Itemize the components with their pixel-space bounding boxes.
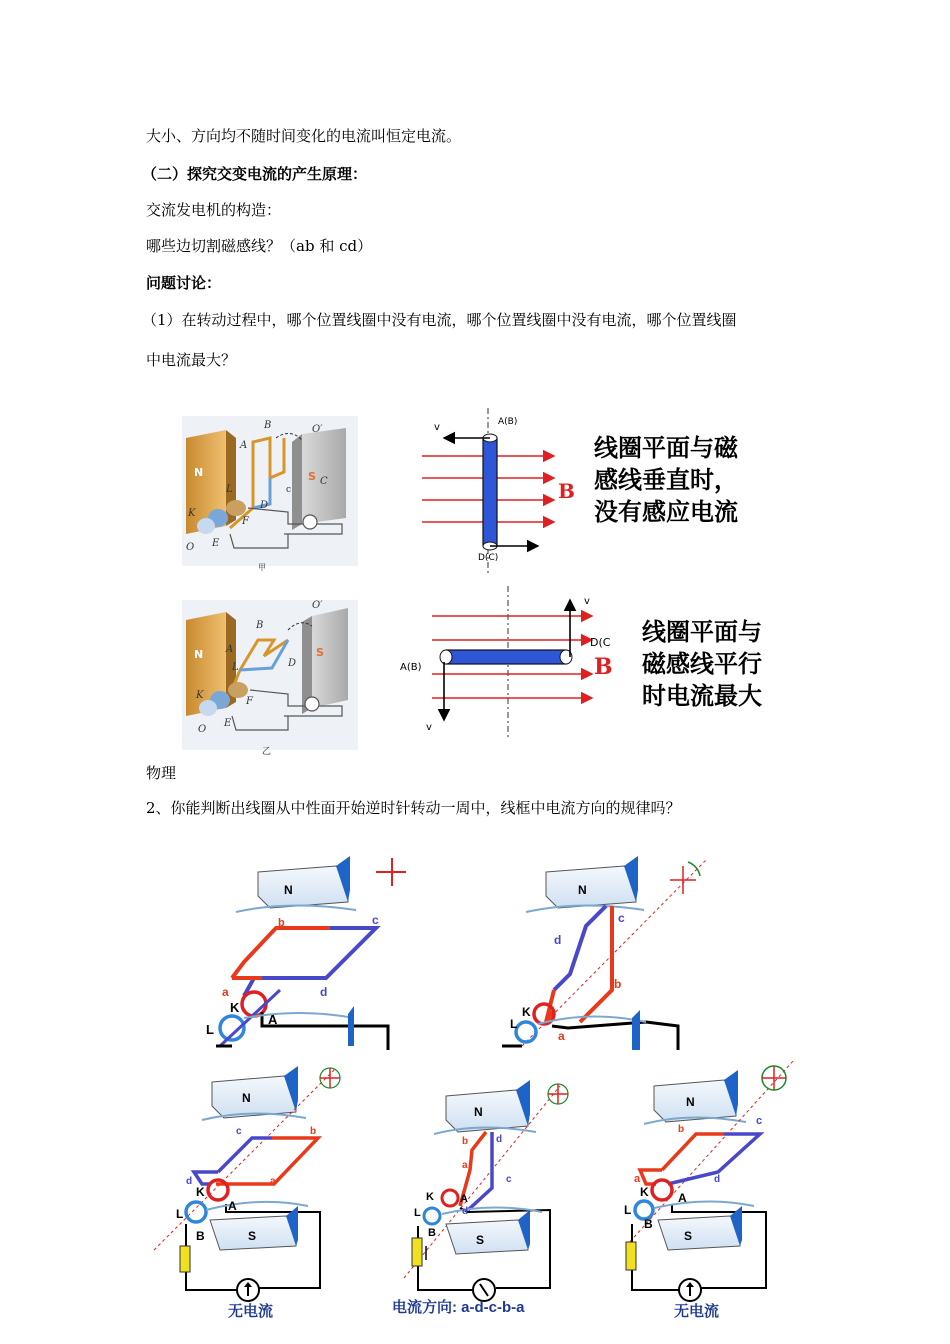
field-b-label-top: B: [558, 479, 575, 503]
ring-k-4: K: [426, 1191, 434, 1203]
rotation-panel-4: [404, 1080, 568, 1301]
para-steady-current: 大小、方向均不随时间变化的电流叫恒定电流。: [146, 127, 462, 145]
ring-a-5: A: [678, 1191, 687, 1205]
magnet-n-label-1: N: [284, 883, 293, 897]
rotation-indicator-3: [320, 1068, 340, 1088]
ring-b-5: B: [644, 1217, 653, 1231]
edge-b-3: b: [310, 1126, 317, 1137]
magnet-n-label-5: N: [686, 1095, 695, 1109]
rotation-panel-2: [502, 856, 706, 1050]
photo-bottom-label-a: A: [226, 644, 234, 655]
explanation-perpendicular-line1: 线圈平面与磁: [594, 433, 738, 462]
rotation-panel-5: [624, 1060, 794, 1301]
question-1-line2: 中电流最大？: [146, 351, 237, 369]
explanation-parallel-line1: 线圈平面与: [642, 617, 762, 646]
para-cutting-edges: 哪些边切割磁感线？（ab 和 cd）: [146, 237, 373, 255]
discussion-heading: 问题讨论：: [146, 274, 222, 292]
rotation-indicator-5: [762, 1066, 786, 1090]
rotation-panel-3: [154, 1066, 340, 1301]
photo-bottom-label-l: L: [232, 662, 239, 673]
photo-top-label-n: N: [194, 466, 204, 479]
photo-bottom-label-b: B: [256, 620, 264, 631]
ring-l-1: L: [206, 1022, 214, 1037]
field-diagram-perpendicular: [422, 408, 575, 573]
rotation-panel-1: [206, 856, 406, 1050]
photo-bottom-label-e: E: [224, 718, 232, 729]
axis-cross-1: [376, 858, 406, 886]
edge-a-1: a: [222, 985, 229, 999]
ring-b-3: B: [196, 1229, 205, 1243]
section-heading: （二）探究交变电流的产生原理：: [142, 165, 368, 183]
photo-top-label-d: D: [260, 500, 269, 511]
ring-a-3: A: [228, 1199, 237, 1213]
magnet-n-label-4: N: [474, 1105, 483, 1119]
velocity-label-left: v: [426, 722, 432, 733]
photo-top-label-k: K: [188, 508, 196, 519]
explanation-parallel-line2: 磁感线平行: [642, 649, 762, 678]
rotation-indicator-2: [670, 862, 700, 894]
velocity-label-right: v: [584, 596, 590, 607]
caption-no-current-right: 无电流: [674, 1303, 720, 1320]
photo-bottom-label-o1: O′: [312, 600, 323, 611]
photo-top-label-l: L: [226, 484, 233, 495]
edge-c-4: c: [506, 1174, 512, 1185]
explanation-perpendicular: [594, 432, 738, 528]
ring-k-2: K: [522, 1005, 531, 1019]
edge-d-4-top: d: [496, 1134, 503, 1145]
para-generator-structure: 交流发电机的构造：: [146, 201, 282, 219]
label-dc-bottom: D(C): [478, 553, 499, 563]
photo-bottom-label-n: N: [194, 648, 204, 661]
edge-a-2: a: [558, 1029, 565, 1043]
photo-bottom-label-k: K: [196, 690, 204, 701]
photo-bottom-label-d: D: [288, 658, 297, 669]
label-ab-left: A(B): [400, 662, 422, 673]
magnet-n-1: [236, 856, 356, 912]
photo-bottom-label-o: O: [198, 724, 207, 735]
ring-l-4: L: [414, 1207, 421, 1219]
photo-bottom-label-s: S: [316, 646, 324, 659]
rotation-indicator-4: [548, 1084, 568, 1104]
photo-top-label-o: O: [186, 542, 195, 553]
ring-k-3: K: [196, 1185, 205, 1199]
magnet-s-label-4: S: [476, 1233, 485, 1247]
ring-k-1: K: [230, 1000, 240, 1015]
photo-generator-bottom: [182, 600, 358, 757]
question-1-line1: （1）在转动过程中，哪个位置线圈中没有电流，哪个位置线圈中没有电流，哪个位置线圈: [142, 311, 737, 329]
figure-rotation-sequence: [150, 850, 830, 1340]
ring-k-5: K: [640, 1185, 649, 1199]
explanation-parallel: [642, 616, 762, 712]
magnet-n-2: [526, 856, 644, 912]
edge-a-5: a: [634, 1173, 641, 1185]
field-b-label-bottom: B: [594, 654, 613, 680]
caption-current-direction: 电流方向: a-d-c-b-a: [392, 1299, 525, 1316]
photo-top-label-e: E: [212, 538, 220, 549]
edge-b-2: b: [614, 977, 622, 991]
magnet-s-label-5: S: [684, 1229, 693, 1243]
ring-a-4: A: [460, 1193, 468, 1205]
edge-c-2: c: [618, 911, 625, 925]
magnet-n-label-3: N: [242, 1091, 251, 1105]
label-ab-top: A(B): [498, 417, 518, 427]
photo-top-label-a: A: [240, 440, 248, 451]
edge-c-3: c: [236, 1126, 242, 1137]
edge-c-5: c: [756, 1115, 763, 1127]
photo-bottom-caption: 乙: [262, 747, 272, 757]
magnet-n-3: [202, 1066, 306, 1120]
ring-b-4: B: [428, 1227, 436, 1239]
ring-l-2: L: [510, 1017, 518, 1031]
ring-a-1: A: [268, 1012, 278, 1027]
magnet-n-label-2: N: [578, 883, 587, 897]
ring-l-3: L: [176, 1207, 184, 1221]
photo-bottom-label-f: F: [246, 696, 253, 707]
explanation-perpendicular-line2: 感线垂直时，: [594, 465, 738, 494]
edge-d-5: d: [714, 1174, 721, 1185]
magnet-n-5: [644, 1070, 746, 1124]
photo-top-label-c: c: [286, 485, 292, 495]
label-dc-right: D(C: [590, 636, 611, 649]
edge-d-4: d: [462, 1206, 469, 1217]
photo-top-label-f: F: [242, 516, 249, 527]
velocity-label-top: v: [434, 422, 440, 433]
edge-d-3: d: [186, 1176, 193, 1187]
edge-b-1: b: [278, 917, 285, 929]
edge-b-4: b: [462, 1136, 469, 1147]
ring-l-5: L: [624, 1203, 632, 1217]
photo-top-label-s: S: [308, 470, 316, 483]
edge-a-4: a: [462, 1160, 468, 1171]
magnet-n-4: [434, 1080, 536, 1134]
photo-top-label-o1: O′: [312, 424, 323, 435]
magnet-s-label-3: S: [248, 1229, 257, 1243]
question-2: 2、你能判断出线圈从中性面开始逆时针转动一周中，线框中电流方向的规律吗？: [146, 799, 681, 817]
edge-d-1: d: [320, 985, 328, 999]
photo-top-caption: 甲: [258, 563, 266, 572]
explanation-perpendicular-line3: 没有感应电流: [594, 497, 738, 526]
photo-generator-top: [182, 416, 358, 572]
explanation-parallel-line3: 时电流最大: [642, 681, 762, 710]
edge-a-3: a: [270, 1176, 276, 1187]
edge-d-2: d: [554, 933, 562, 947]
para-physics: 物理: [146, 764, 177, 782]
photo-top-label-b: B: [264, 420, 272, 431]
edge-c-1: c: [372, 913, 379, 927]
photo-top-label-c-big: C: [320, 476, 328, 487]
edge-b-5: b: [678, 1124, 685, 1135]
caption-no-current-left: 无电流: [228, 1303, 274, 1320]
field-diagram-parallel: [400, 586, 613, 738]
